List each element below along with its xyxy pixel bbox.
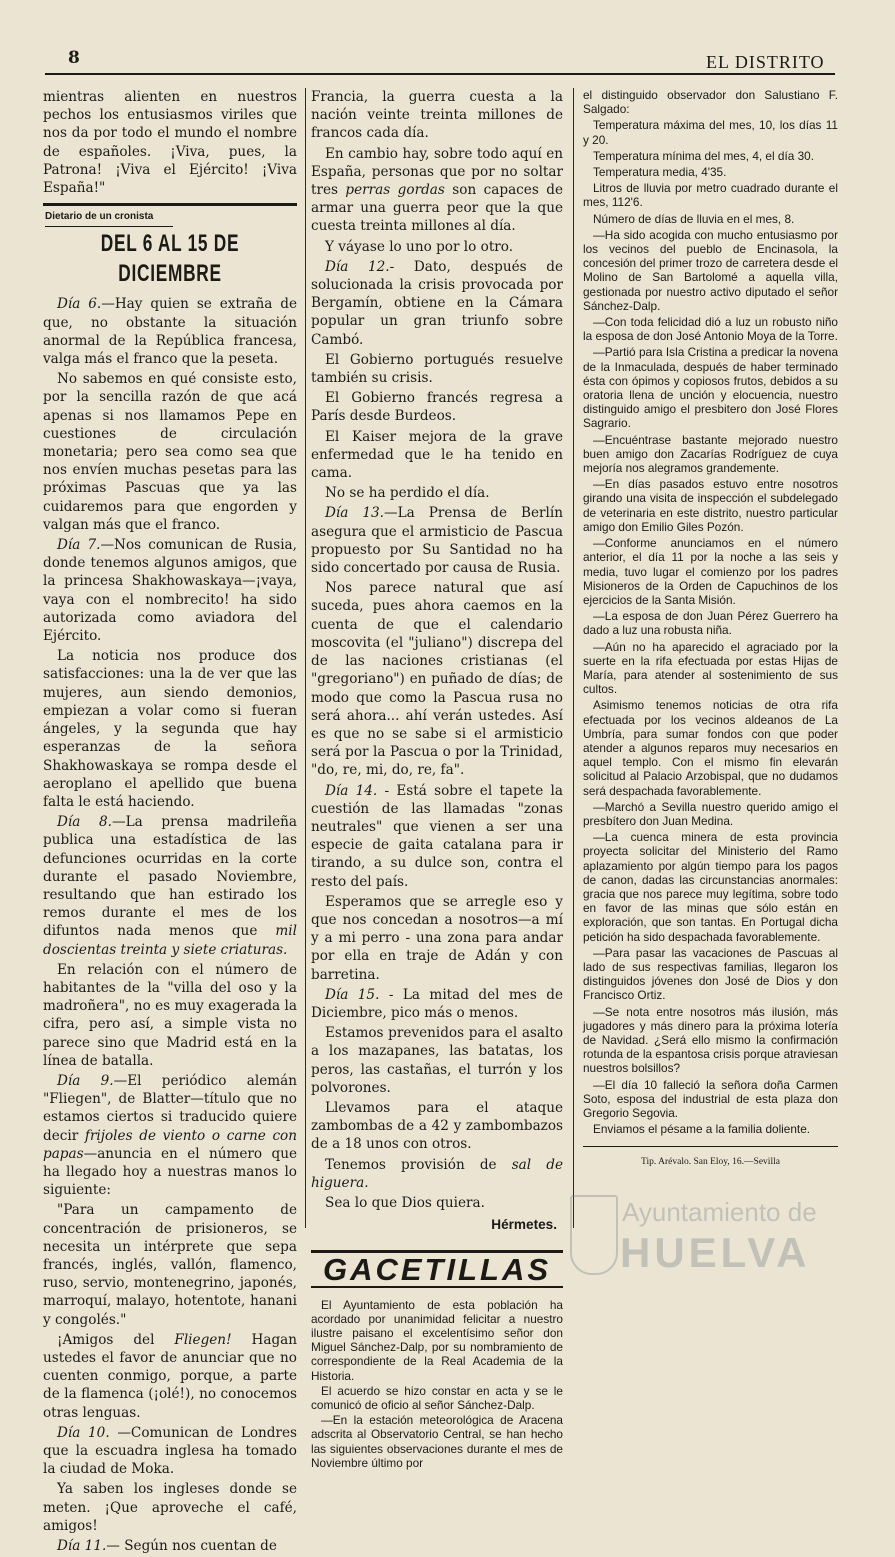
archive-watermark [570,1195,840,1280]
paragraph: Día 12.- Dato, después de solucionada la crisis provocada por Bergamín, obtiene en la Cámara popular un gran triunfo sobre Cambó. [311,258,563,348]
news-item: —En días pasados estuvo entre nosotros girando una visita de inspección el subdelegado de veterinaria en este distrito, nuestro particular amigo don Emilio Giles Pozón. [583,477,838,534]
paragraph: Estamos prevenidos para el asalto a los mazapanes, las batatas, los peros, las castañas, el turrón y los polvorones. [311,1025,563,1096]
paragraph: Francia, la guerra cuesta a la nación veinte treinta millones de francos cada día. [311,89,563,142]
day-label: Día 8. [57,814,113,831]
section-rule [43,203,297,206]
paragraph: Día 9.—El periódico alemán "Fliegen", de Blatter—título que no estamos ciertos si traducido quiere decir frijoles de viento o carne con papas—anuncia en el número que ha llegado hoy a nuestras manos lo siguiente: [43,1072,297,1199]
newspaper-title: EL DISTRITO [706,52,825,72]
news-item: —Ha sido acogida con mucho entusiasmo por los vecinos del pueblo de Encinasola, la concesión del primer trozo de carretera desde el Molino de San Bartolomé a aquella villa, gestionada por nuestro activo diputado el señor Sánchez-Dalp. [583,227,838,313]
paragraph: Sea lo que Dios quiera. [325,1194,485,1211]
paragraph: Día 6.—Hay quien se extraña de que, no obstante la situación anormal de la República francesa, valga más el franco que la peseta. [43,296,297,368]
paragraph: Esperamos que se arregle eso y que nos concedan a nosotros—a mí y a mi perro - una zona para andar por ella en traje de Adán y con barretina. [311,893,563,983]
section-label: Dietario de un cronista [45,208,173,227]
column-divider [573,88,574,1228]
paragraph: El Gobierno portugués resuelve también su crisis. [311,351,563,387]
paragraph: No se ha perdido el día. [325,485,490,502]
news-item: —Se nota entre nosotros más ilusión, más jugadores y más dinero para la próxima lotería de Navidad. ¿Será ello mismo la confirmación rotunda de la espantosa crisis porque atraviesan nuestros bolsillos? [583,1004,838,1076]
paragraph: El Ayuntamiento de esta población ha acordado por unanimidad felicitar a nuestro ilustre paisano el excelentísimo señor don Miguel Sánchez-Dalp, por su nombramiento de correspondiente de la Real Academia de la Historia. [311,1297,563,1383]
weather-line: Temperatura media, 4'35. [593,165,727,180]
weather-line: Temperatura máxima del mes, 10, los días 11 y 20. [583,118,838,147]
paragraph: Día 10. —Comunican de Londres que la escuadra inglesa ha tomado la ciudad de Moka. [43,1424,298,1478]
day-label: Día 6. [57,296,102,313]
day-label: Día 12. [325,258,390,275]
news-item: —Partió para Isla Cristina a predicar la novena de la Inmaculada, después de haber terminado ésta con ópimos y copiosos frutos, debidos a su oratoria llena de unción y elocuencia, nuestro distinguido amigo el presbitero don José Flores Sagrario. [583,345,838,431]
news-item: —Marchó a Sevilla nuestro querido amigo el presbítero don Juan Medina. [583,799,838,828]
page-number: 8 [68,48,80,68]
paragraph: mientras alienten en nuestros pechos los entusiasmos viriles que nos da por todo el mundo el nombre de españoles. ¡Viva, pues, la Patrona! ¡Viva el Ejército! ¡Viva España!" [43,89,297,197]
paragraph: La noticia nos produce dos satisfacciones: una la de ver que las mujeres, aun siendo demonios, empiezan a volar como si fueran ángeles, y la segunda que hay esperanzas de la señora Shakhowaskaya se rompa desde el aeroplano el apellido que buena falta le está haciendo. [43,648,297,810]
paragraph: Llevamos para el ataque zambombas de a 42 y zambombazos de a 18 unos con otros. [311,1099,563,1153]
weather-line: Temperatura mínima del mes, 4, el día 30. [593,148,814,163]
paragraph: Y váyase lo uno por lo otro. [325,238,514,255]
paragraph: No sabemos en qué consiste esto, por la sencilla razón de que acá apenas si nos llamamos Pepe en cuestiones de circulación monetaria; pero sea como sea que nos envíen muchas pesetas para las próximas Pascuas que ya las cuidaremos para que engorden y valgan más que el franco. [43,371,297,533]
day-label: Día 10. [57,1424,110,1441]
paragraph: ¡Amigos del Fliegen! Hagan ustedes el favor de anunciar que no cuenten conmigo, porque, a parte de la flamenca (¡olé!), no conocemos otras lenguas. [43,1331,298,1421]
header-rule [45,73,835,75]
paragraph: Día 11.— Según nos cuentan de [57,1538,277,1555]
paragraph: El acuerdo se hizo constar en acta y se le comunicó de oficio al señor Sánchez-Dalp. [311,1383,563,1413]
column-3 [583,88,838,1170]
paragraph: En relación con el número de habitantes de la "villa del oso y la madroñera", no es muy exagerada la cifra, pero así, a simple vista no parece sino que Madrid está en la línea de batalla. [43,961,297,1069]
paragraph: Nos parece natural que así suceda, pues ahora caemos en la cuenta de que el calendario moscovita (el "juliano") discrepa del de las naciones cristianas (el "gregoriano") en puñado de días; de modo que como la Pascua rusa no será ahora... ahí verán ustedes. Así es que no se sabe si el armisticio será por la Pascua o por la Trinidad, "do, re, mi, do, re, fa". [311,580,563,779]
weather-line: Litros de lluvia por metro cuadrado durante el mes, 112'6. [583,181,838,210]
news-item: —La cuenca minera de esta provincia proyecta solicitar del Ministerio del Ramo aplazamiento por algún tiempo para los pagos de canon, dadas las circunstancias anormales: gracia que nos parece muy legítima, sobre todo en favor de las minas que sólo están en exploración, que son tantas. En Portugal dicha petición ha sido despachada favorablemente. [583,830,838,944]
gacetillas-heading: GACETILLAS [311,1250,563,1287]
column-1 [43,88,297,1557]
news-item: —Con toda felicidad dió a luz un robusto niño la esposa de don José Antonio Moya de la Torre. [583,315,838,344]
day-label: Día 13. [325,505,384,522]
author-signature: Hérmetes. [491,1217,557,1233]
day-label: Día 9. [57,1072,114,1089]
paragraph: Ya saben los ingleses donde se meten. ¡Que aproveche el café, amigos! [43,1481,297,1534]
news-item: Enviamos el pésame a la familia doliente. [593,1122,811,1137]
watermark-line-2: HUELVA [620,1229,811,1276]
news-item: —Encuéntrase bastante mejorado nuestro buen amigo don Zacarías Rodríguez de cuya mejoría nos alegramos grandemente. [583,432,838,476]
day-label: Día 15. [325,986,380,1003]
weather-line: Número de días de lluvia en el mes, 8. [593,211,795,226]
news-item: —Aún no ha aparecido el agraciado por la suerte en la rifa efectuada por estas Hijas de María, para atender al sostenimiento de sus cultos. [583,639,838,697]
paragraph: Día 7.—Nos comunican de Rusia, donde tenemos algunos amigos, que la princesa Shakhowaskaya—¡vaya, vaya con el nombrecito! ha sido autorizada como aviadora del Ejército. [43,537,297,645]
column-divider [305,88,306,1228]
news-item: —El día 10 falleció la señora doña Carmen Soto, esposa del industrial de esta plaza don Gregorio Segovia. [583,1077,838,1121]
day-label: Día 7. [57,537,101,554]
printer-imprint: Tip. Arévalo. San Eloy, 16.—Sevilla [583,1146,838,1169]
paragraph: —En la estación meteorológica de Aracena adscrita al Observatorio Central, se han hecho las siguientes observaciones durante el mes de Noviembre último por [311,1413,563,1470]
watermark-line-1: Ayuntamiento de [622,1197,817,1227]
paragraph: el distinguido observador don Salustiano F. Salgado: [583,88,838,117]
section-title: DEL 6 AL 15 DE DICIEMBRE [100,230,240,288]
paragraph: Tenemos provisión de sal de higuera. [311,1156,563,1191]
news-item: Asimismo tenemos noticias de otra rifa efectuada por los vecinos aldeanos de La Umbría, para sumar fondos con que poder atender a algunos reparos muy necesarios en aquel templo. Con el mismo fin elevarán solicitud al Palacio Arzobispal, que no dudamos será despachada favorablemente. [583,698,838,798]
paragraph: Día 8.—La prensa madrileña publica una estadística de las defunciones ocurridas en la corte durante el pasado Noviembre, resultando que han estirado los remos durante el mes de los difuntos nada menos que mil doscientas treinta y siete criaturas. [43,814,297,958]
paragraph: Día 15. - La mitad del mes de Diciembre, pico más o menos. [311,986,563,1021]
news-item: —La esposa de don Juan Pérez Guerrero ha dado a luz una robusta niña. [583,609,838,638]
column-2 [311,88,563,1471]
day-label: Día 11. [57,1538,107,1555]
paragraph: El Kaiser mejora de la grave enfermedad que le ha tenido en cama. [311,428,563,482]
news-item: —Conforme anunciamos en el número anterior, el día 11 por la noche a las seis y media, tuvo lugar el comienzo por los padres Misioneros de la Orden de Capuchinos de los ejercicios de la Santa Misión. [583,536,838,607]
paragraph: Día 14. - Está sobre el tapete la cuestión de las llamadas "zonas neutrales" que vienen a ser una especie de gaita catalana para ir tirando, a su dulce son, contra el resto del país. [311,782,563,890]
paragraph: En cambio hay, sobre todo aquí en España, personas que por no soltar tres perras gordas son capaces de armar una guerra peor que la que cuesta treinta millones al día. [311,145,563,235]
gacetillas-text [311,1298,563,1470]
day-label: Día 14. [325,782,378,799]
paragraph: El Gobierno francés regresa a París desde Burdeos. [311,390,563,425]
news-item: —Para pasar las vacaciones de Pascuas al lado de sus respectivas familias, llegaron los distinguidos jóvenes don José de Dios y don Francisco Ortiz. [583,945,838,1003]
paragraph: Día 13.—La Prensa de Berlín asegura que el armisticio de Pascua propuesto por Su Santidad no ha sido concertado por causa de Rusia. [311,505,563,577]
paragraph: "Para un campamento de concentración de prisioneros, se necesita un intérprete que sepa francés, inglés, vallón, flamenco, ruso, servio, montenegrino, japonés, marroquí, malayo, hotentote, hanani y congolés." [43,1202,297,1328]
coat-of-arms-icon [570,1195,618,1275]
